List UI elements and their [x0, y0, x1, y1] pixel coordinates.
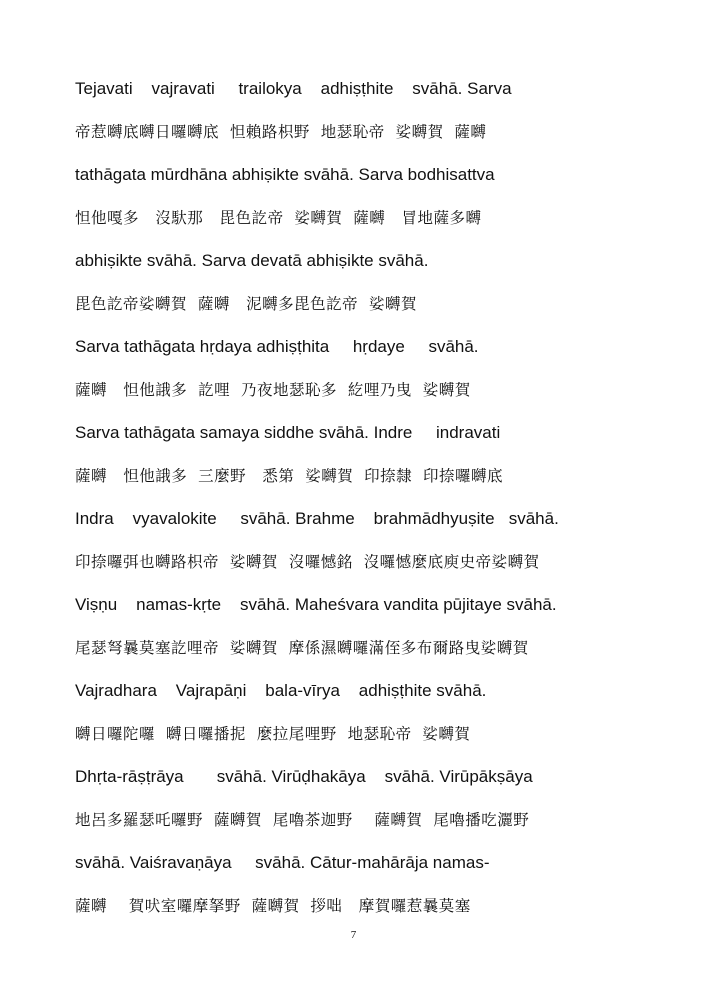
text-line-chinese: 薩嚩 賀吠室囉摩拏野 薩嚩賀 拶咄 摩賀囉惹曩莫塞: [75, 897, 471, 915]
text-line-romanized: Vajradhara Vajrapāṇi bala-vīrya adhiṣṭhite svāhā.: [75, 681, 487, 700]
text-line-romanized: abhiṣikte svāhā. Sarva devatā abhiṣikte svāhā.: [75, 251, 429, 270]
text-line-chinese: 毘色訖帝娑嚩賀 薩嚩 泥嚩多毘色訖帝 娑嚩賀: [75, 295, 417, 313]
text-line-romanized: svāhā. Vaiśravaṇāya svāhā. Cātur-mahārāja namas-: [75, 853, 490, 872]
text-line-romanized: Tejavati vajravati trailokya adhiṣṭhite svāhā. Sarva: [75, 79, 512, 98]
text-line-chinese: 印捺囉弭也嚩路枳帝 娑嚩賀 沒囉憾銘 沒囉憾麼底庾史帝娑嚩賀: [75, 553, 540, 571]
text-line-romanized: Viṣṇu namas-kṛte svāhā. Maheśvara vandita pūjitaye svāhā.: [75, 595, 557, 614]
text-line-romanized: Sarva tathāgata samaya siddhe svāhā. Indre indravati: [75, 423, 501, 442]
text-line-chinese: 尾瑟弩曩莫塞訖哩帝 娑嚩賀 摩係濕嚩囉滿侄多布爾路曳娑嚩賀: [75, 639, 529, 657]
text-line-chinese: 嚩日囉陀囉 嚩日囉播抳 麼拉尾哩野 地瑟恥帝 娑嚩賀: [75, 725, 471, 743]
text-line-chinese: 地呂多羅瑟吒囉野 薩嚩賀 尾嚕茶迦野 薩嚩賀 尾嚕播吃灑野: [75, 811, 530, 829]
text-line-romanized: Indra vyavalokite svāhā. Brahme brahmādhyuṣite svāhā.: [75, 509, 559, 528]
text-line-chinese: 帝惹嚩底嚩日囉嚩底 怛賴路枳野 地瑟恥帝 娑嚩賀 薩嚩: [75, 123, 487, 141]
text-line-chinese: 薩嚩 怛他誐多 訖哩 乃夜地瑟恥多 紇哩乃曳 娑嚩賀: [75, 381, 471, 399]
text-line-romanized: Dhṛta-rāṣṭrāya svāhā. Virūḍhakāya svāhā. Virūpākṣāya: [75, 767, 533, 786]
text-line-chinese: 怛他嘎多 沒馱那 毘色訖帝 娑嚩賀 薩嚩 冒地薩多嚩: [75, 209, 482, 227]
text-line-romanized: tathāgata mūrdhāna abhiṣikte svāhā. Sarva bodhisattva: [75, 165, 495, 184]
text-line-chinese: 薩嚩 怛他誐多 三麼野 悉第 娑嚩賀 印捺隸 印捺囉嚩底: [75, 467, 503, 485]
page-number: 7: [350, 929, 357, 941]
text-line-romanized: Sarva tathāgata hṛdaya adhiṣṭhita hṛdaye svāhā.: [75, 337, 479, 356]
